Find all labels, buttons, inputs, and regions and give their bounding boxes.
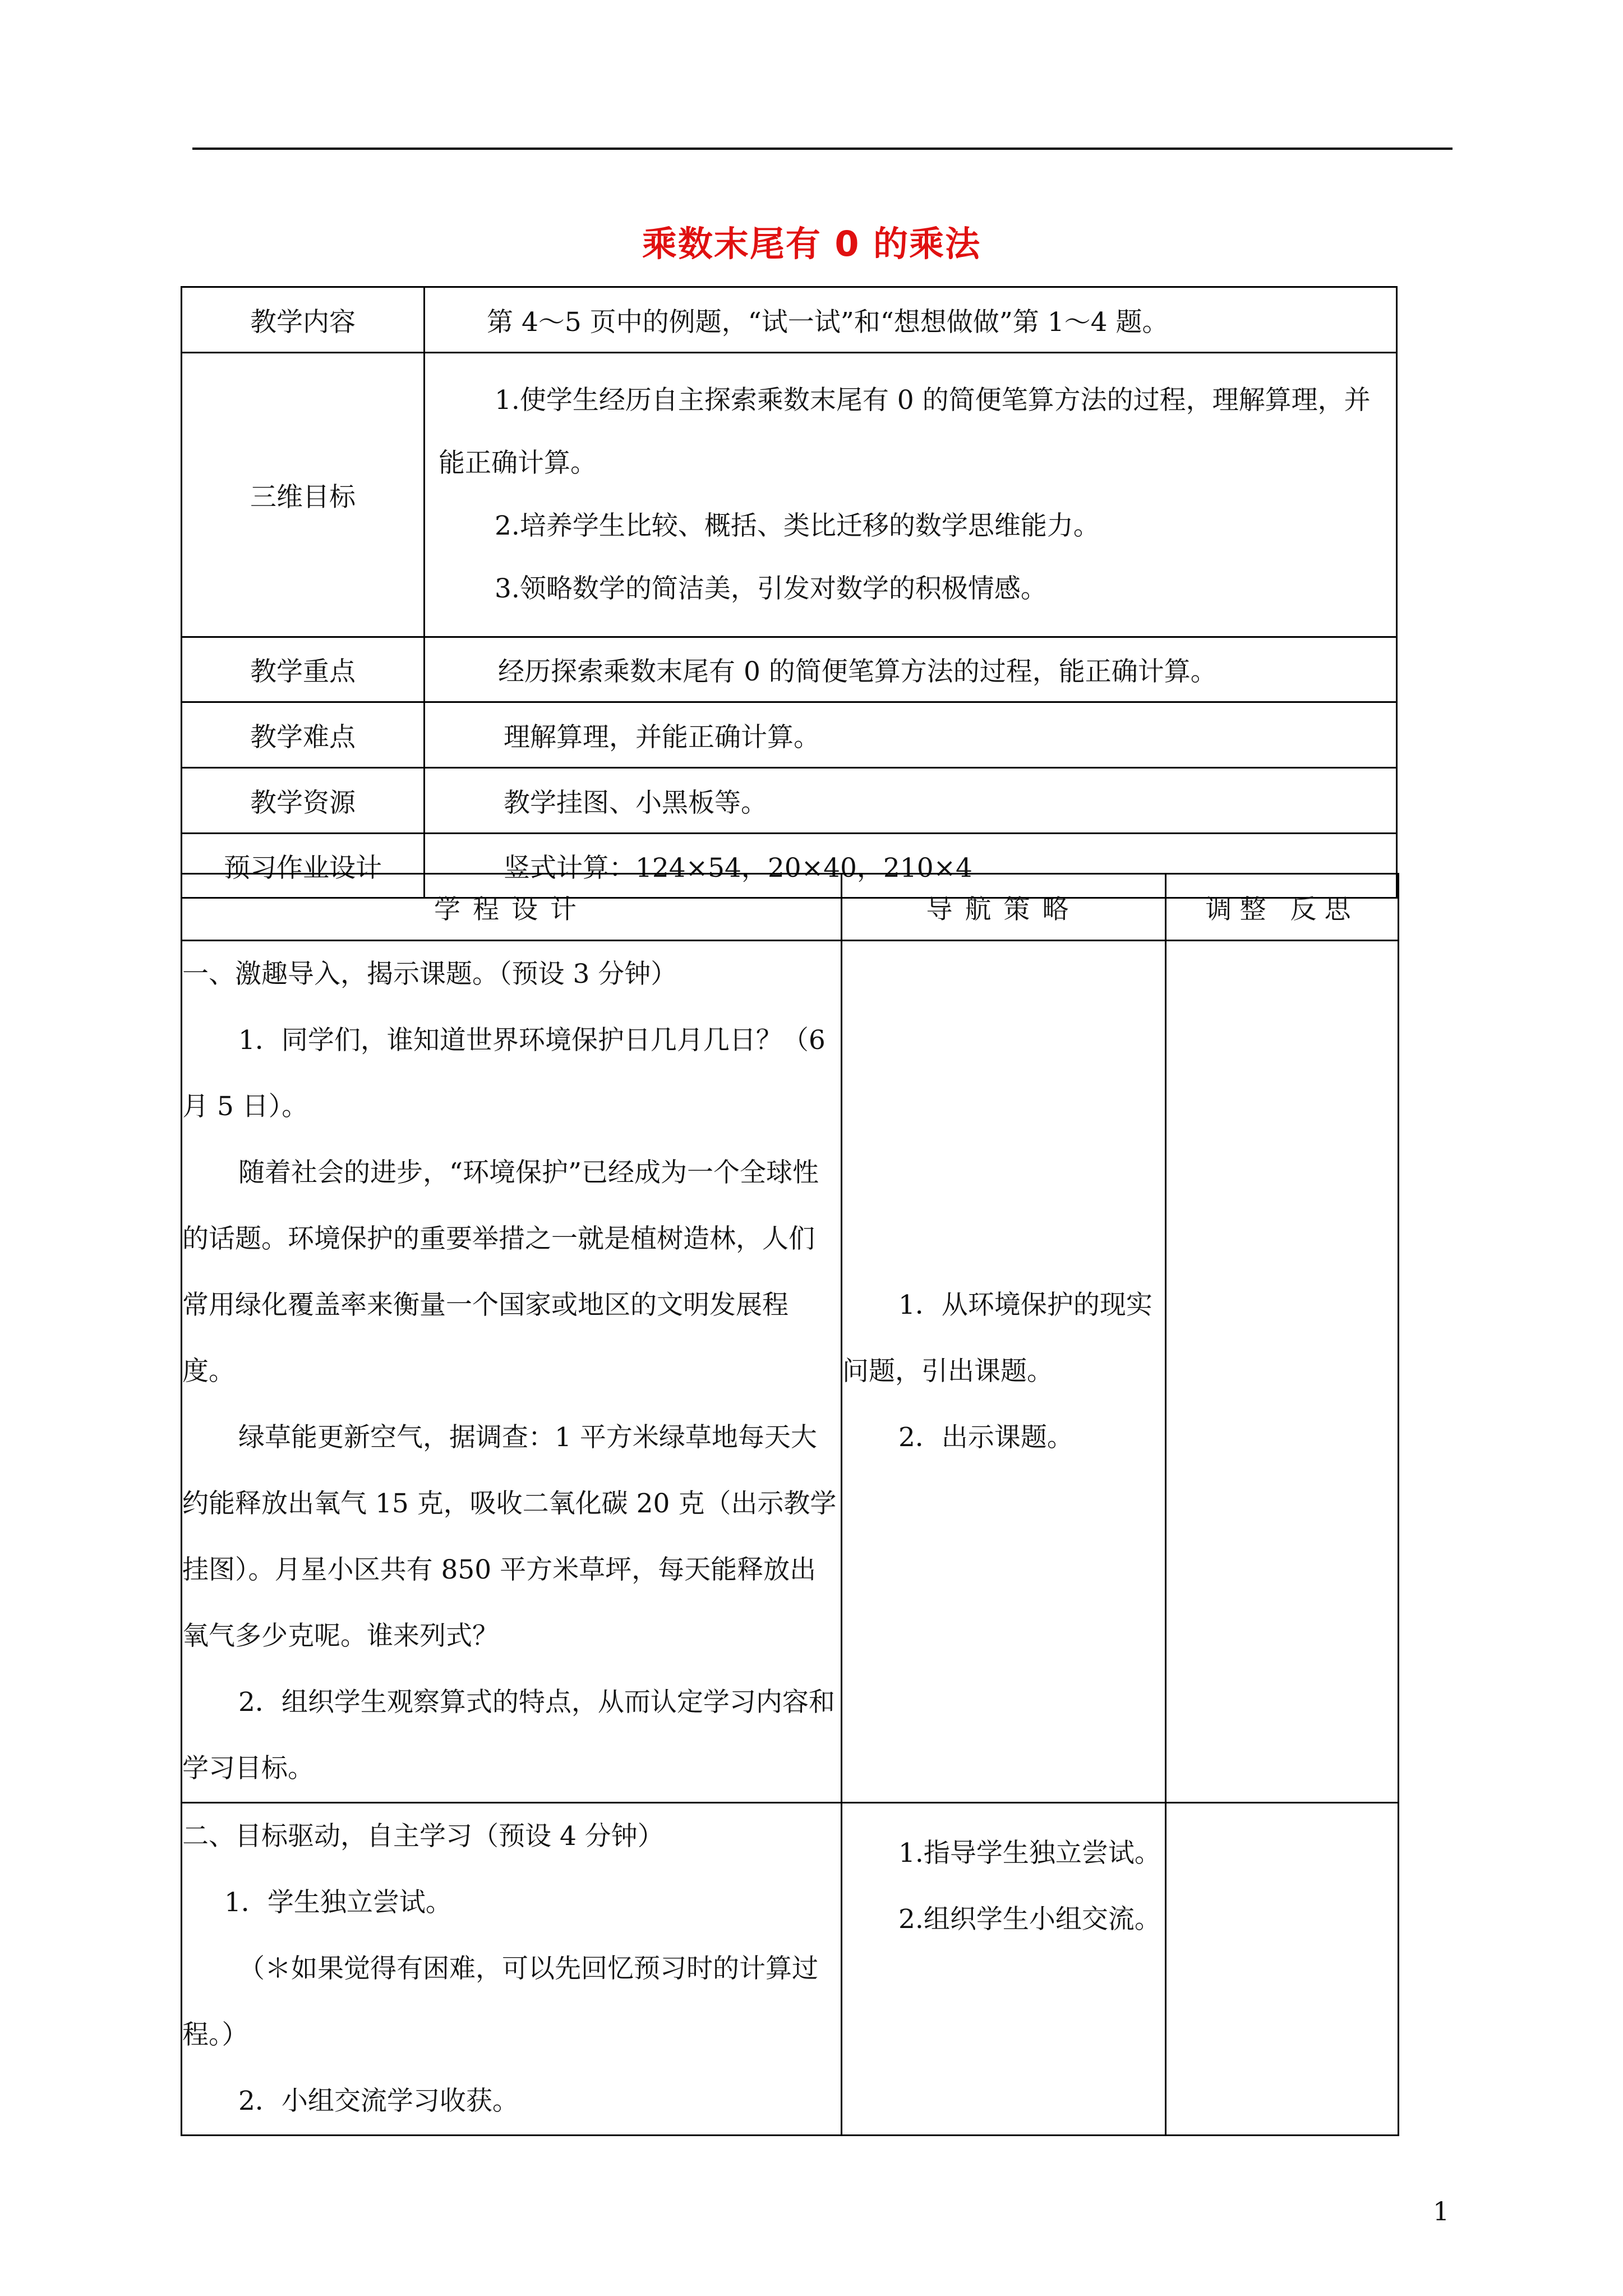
paragraph: 1．同学们，谁知道世界环境保护日几月几日？（6 月 5 日）。 [182,1025,826,1122]
column-header: 调整 反思 [1166,874,1399,941]
reflection-cell [1166,1803,1399,2136]
plan-cell [182,941,842,1803]
row-label: 教学难点 [182,702,425,768]
section-heading: 二、目标驱动，自主学习（预设 4 分钟） [182,1821,664,1852]
table-row [182,941,1399,1803]
paragraph: 绿草能更新空气，据调查：1 平方米绿草地每天大约能释放出氧气 15 克，吸收二氧化碳 20 克（出示教学挂图）。月星小区共有 850 平方米草坪，每天能释放出氧气多少克呢。谁来列式？ [182,1422,837,1651]
paragraph: 2．组织学生观察算式的特点，从而认定学习内容和学习目标。 [182,1687,835,1784]
page-title: 乘数末尾有 0 的乘法 [642,223,981,264]
goal-item: 3.领略数学的简洁美，引发对数学的积极情感。 [495,573,1047,604]
section-heading: 一、激趣导入，揭示课题。（预设 3 分钟） [182,959,677,990]
table-row [182,768,1397,834]
column-header: 学程设计 [182,874,842,941]
paragraph: 随着社会的进步，“环境保护”已经成为一个全球性的话题。环境保护的重要举措之一就是植树造林，人们常用绿化覆盖率来衡量一个国家或地区的文明发展程度。 [182,1157,819,1387]
row-value: 竖式计算：124×54，20×40，210×4 [425,834,1397,898]
strategy-item: 2．出示课题。 [898,1422,1073,1453]
paragraph: 1．学生独立尝试。 [224,1887,452,1918]
table-row [182,287,1397,353]
row-label: 教学内容 [182,287,425,353]
strategy-item: 2.组织学生小组交流。 [898,1904,1161,1935]
strategy-item: 1.指导学生独立尝试。 [898,1838,1161,1869]
row-label: 三维目标 [182,353,425,637]
page-number: 1 [1433,2196,1450,2226]
strategy-cell [842,941,1166,1803]
row-value: 经历探索乘数末尾有 0 的简便笔算方法的过程，能正确计算。 [425,637,1397,702]
row-value: 理解算理，并能正确计算。 [425,702,1397,768]
table-header-row [182,874,1399,941]
goal-item: 1.使学生经历自主探索乘数末尾有 0 的简便笔算方法的过程，理解算理，并能正确计算。 [439,385,1371,478]
paragraph: （＊如果觉得有困难，可以先回忆预习时的计算过程。） [182,1953,818,2050]
column-header: 导航策略 [842,874,1166,941]
goals-cell [425,353,1397,637]
table-row [182,353,1397,637]
row-value: 教学挂图、小黑板等。 [425,768,1397,834]
paragraph: 2．小组交流学习收获。 [238,2086,519,2116]
row-label: 教学资源 [182,768,425,834]
table-row [182,637,1397,702]
lesson-plan-table [181,873,1399,2136]
plan-cell [182,1803,842,2136]
reflection-cell [1166,941,1399,1803]
strategy-item: 1．从环境保护的现实问题，引出课题。 [842,1290,1152,1387]
row-label: 教学重点 [182,637,425,702]
table-row [182,1803,1399,2136]
header-rule [192,148,1453,150]
lesson-info-table [181,286,1398,899]
row-label: 预习作业设计 [182,834,425,898]
goal-item: 2.培养学生比较、概括、类比迁移的数学思维能力。 [495,510,1100,541]
row-value: 第 4～5 页中的例题，“试一试”和“想想做做”第 1～4 题。 [425,287,1397,353]
strategy-cell [842,1803,1166,2136]
table-row [182,702,1397,768]
